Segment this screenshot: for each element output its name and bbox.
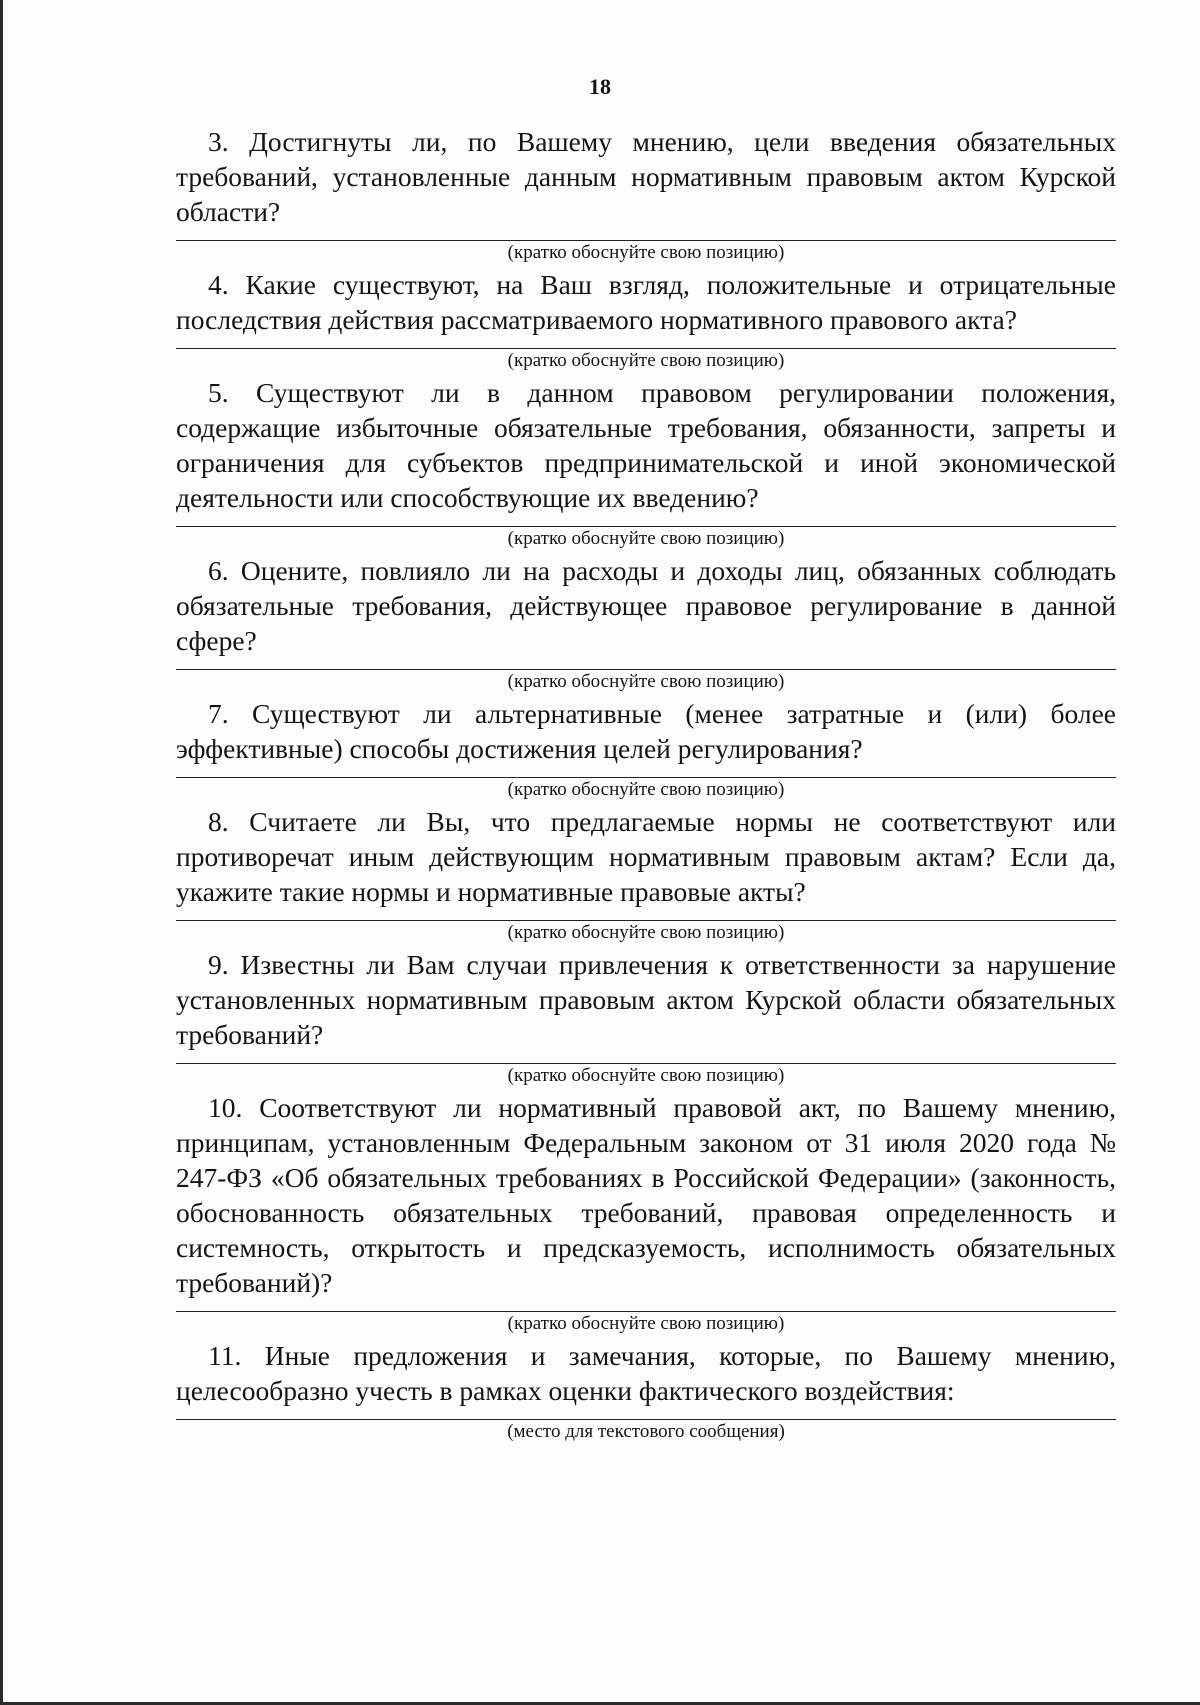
question-block bbox=[176, 804, 1116, 947]
question-text: 5. Существуют ли в данном правовом регулировании положения, содержащие избыточные обязательные требования, обязанности, запреты и ограничения для субъектов предпринимательской и иной экономической деятельности или способствующие их введению? bbox=[176, 377, 1116, 513]
answer-hint: (кратко обоснуйте свою позицию) bbox=[507, 671, 785, 692]
question-block bbox=[176, 1338, 1116, 1446]
question-text: 3. Достигнуты ли, по Вашему мнению, цели введения обязательных требований, установленные данным нормативным правовым актом Курской области? bbox=[176, 126, 1116, 227]
question-text: 4. Какие существуют, на Ваш взгляд, положительные и отрицательные последствия действия рассматриваемого нормативного правового акта? bbox=[176, 269, 1116, 335]
answer-hint: (кратко обоснуйте свою позицию) bbox=[507, 1065, 785, 1086]
page-number: 18 bbox=[589, 74, 611, 99]
answer-hint: (кратко обоснуйте свою позицию) bbox=[507, 922, 785, 943]
answer-hint: (кратко обоснуйте свою позицию) bbox=[507, 1313, 785, 1334]
answer-hint: (кратко обоснуйте свою позицию) bbox=[507, 528, 785, 549]
question-text: 8. Считаете ли Вы, что предлагаемые нормы не соответствуют или противоречат иным действующим нормативным правовым актам? Если да, укажите такие нормы и нормативные правовые акты? bbox=[176, 806, 1116, 907]
question-text: 6. Оцените, повлияло ли на расходы и доходы лиц, обязанных соблюдать обязательные требования, действующее правовое регулирование в данной сфере? bbox=[176, 555, 1116, 656]
question-text: 11. Иные предложения и замечания, которые, по Вашему мнению, целесообразно учесть в рамках оценки фактического воздействия: bbox=[176, 1340, 1116, 1406]
question-text: 7. Существуют ли альтернативные (менее затратные и (или) более эффективные) способы достижения целей регулирования? bbox=[176, 698, 1116, 764]
question-block bbox=[176, 696, 1116, 804]
question-block bbox=[176, 124, 1116, 267]
question-block bbox=[176, 553, 1116, 696]
answer-hint: (место для текстового сообщения) bbox=[507, 1421, 785, 1442]
scan-edge-left bbox=[0, 0, 3, 1705]
question-block bbox=[176, 375, 1116, 553]
question-text: 10. Соответствуют ли нормативный правовой акт, по Вашему мнению, принципам, установленным Федеральным законом от 31 июля 2020 года № 247-ФЗ «Об обязательных требованиях в Российской Федерации» (законность, обоснованность обязательных требований, правовая определенность и системность, открытость и предсказуемость, исполнимость обязательных требований)? bbox=[176, 1092, 1116, 1298]
questionnaire bbox=[176, 124, 1116, 1446]
question-block bbox=[176, 1090, 1116, 1338]
answer-hint: (кратко обоснуйте свою позицию) bbox=[507, 350, 785, 371]
question-block bbox=[176, 267, 1116, 375]
answer-hint: (кратко обоснуйте свою позицию) bbox=[507, 779, 785, 800]
question-text: 9. Известны ли Вам случаи привлечения к ответственности за нарушение установленных нормативным правовым актом Курской области обязательных требований? bbox=[176, 949, 1116, 1050]
answer-hint: (кратко обоснуйте свою позицию) bbox=[507, 242, 785, 263]
question-block bbox=[176, 947, 1116, 1090]
